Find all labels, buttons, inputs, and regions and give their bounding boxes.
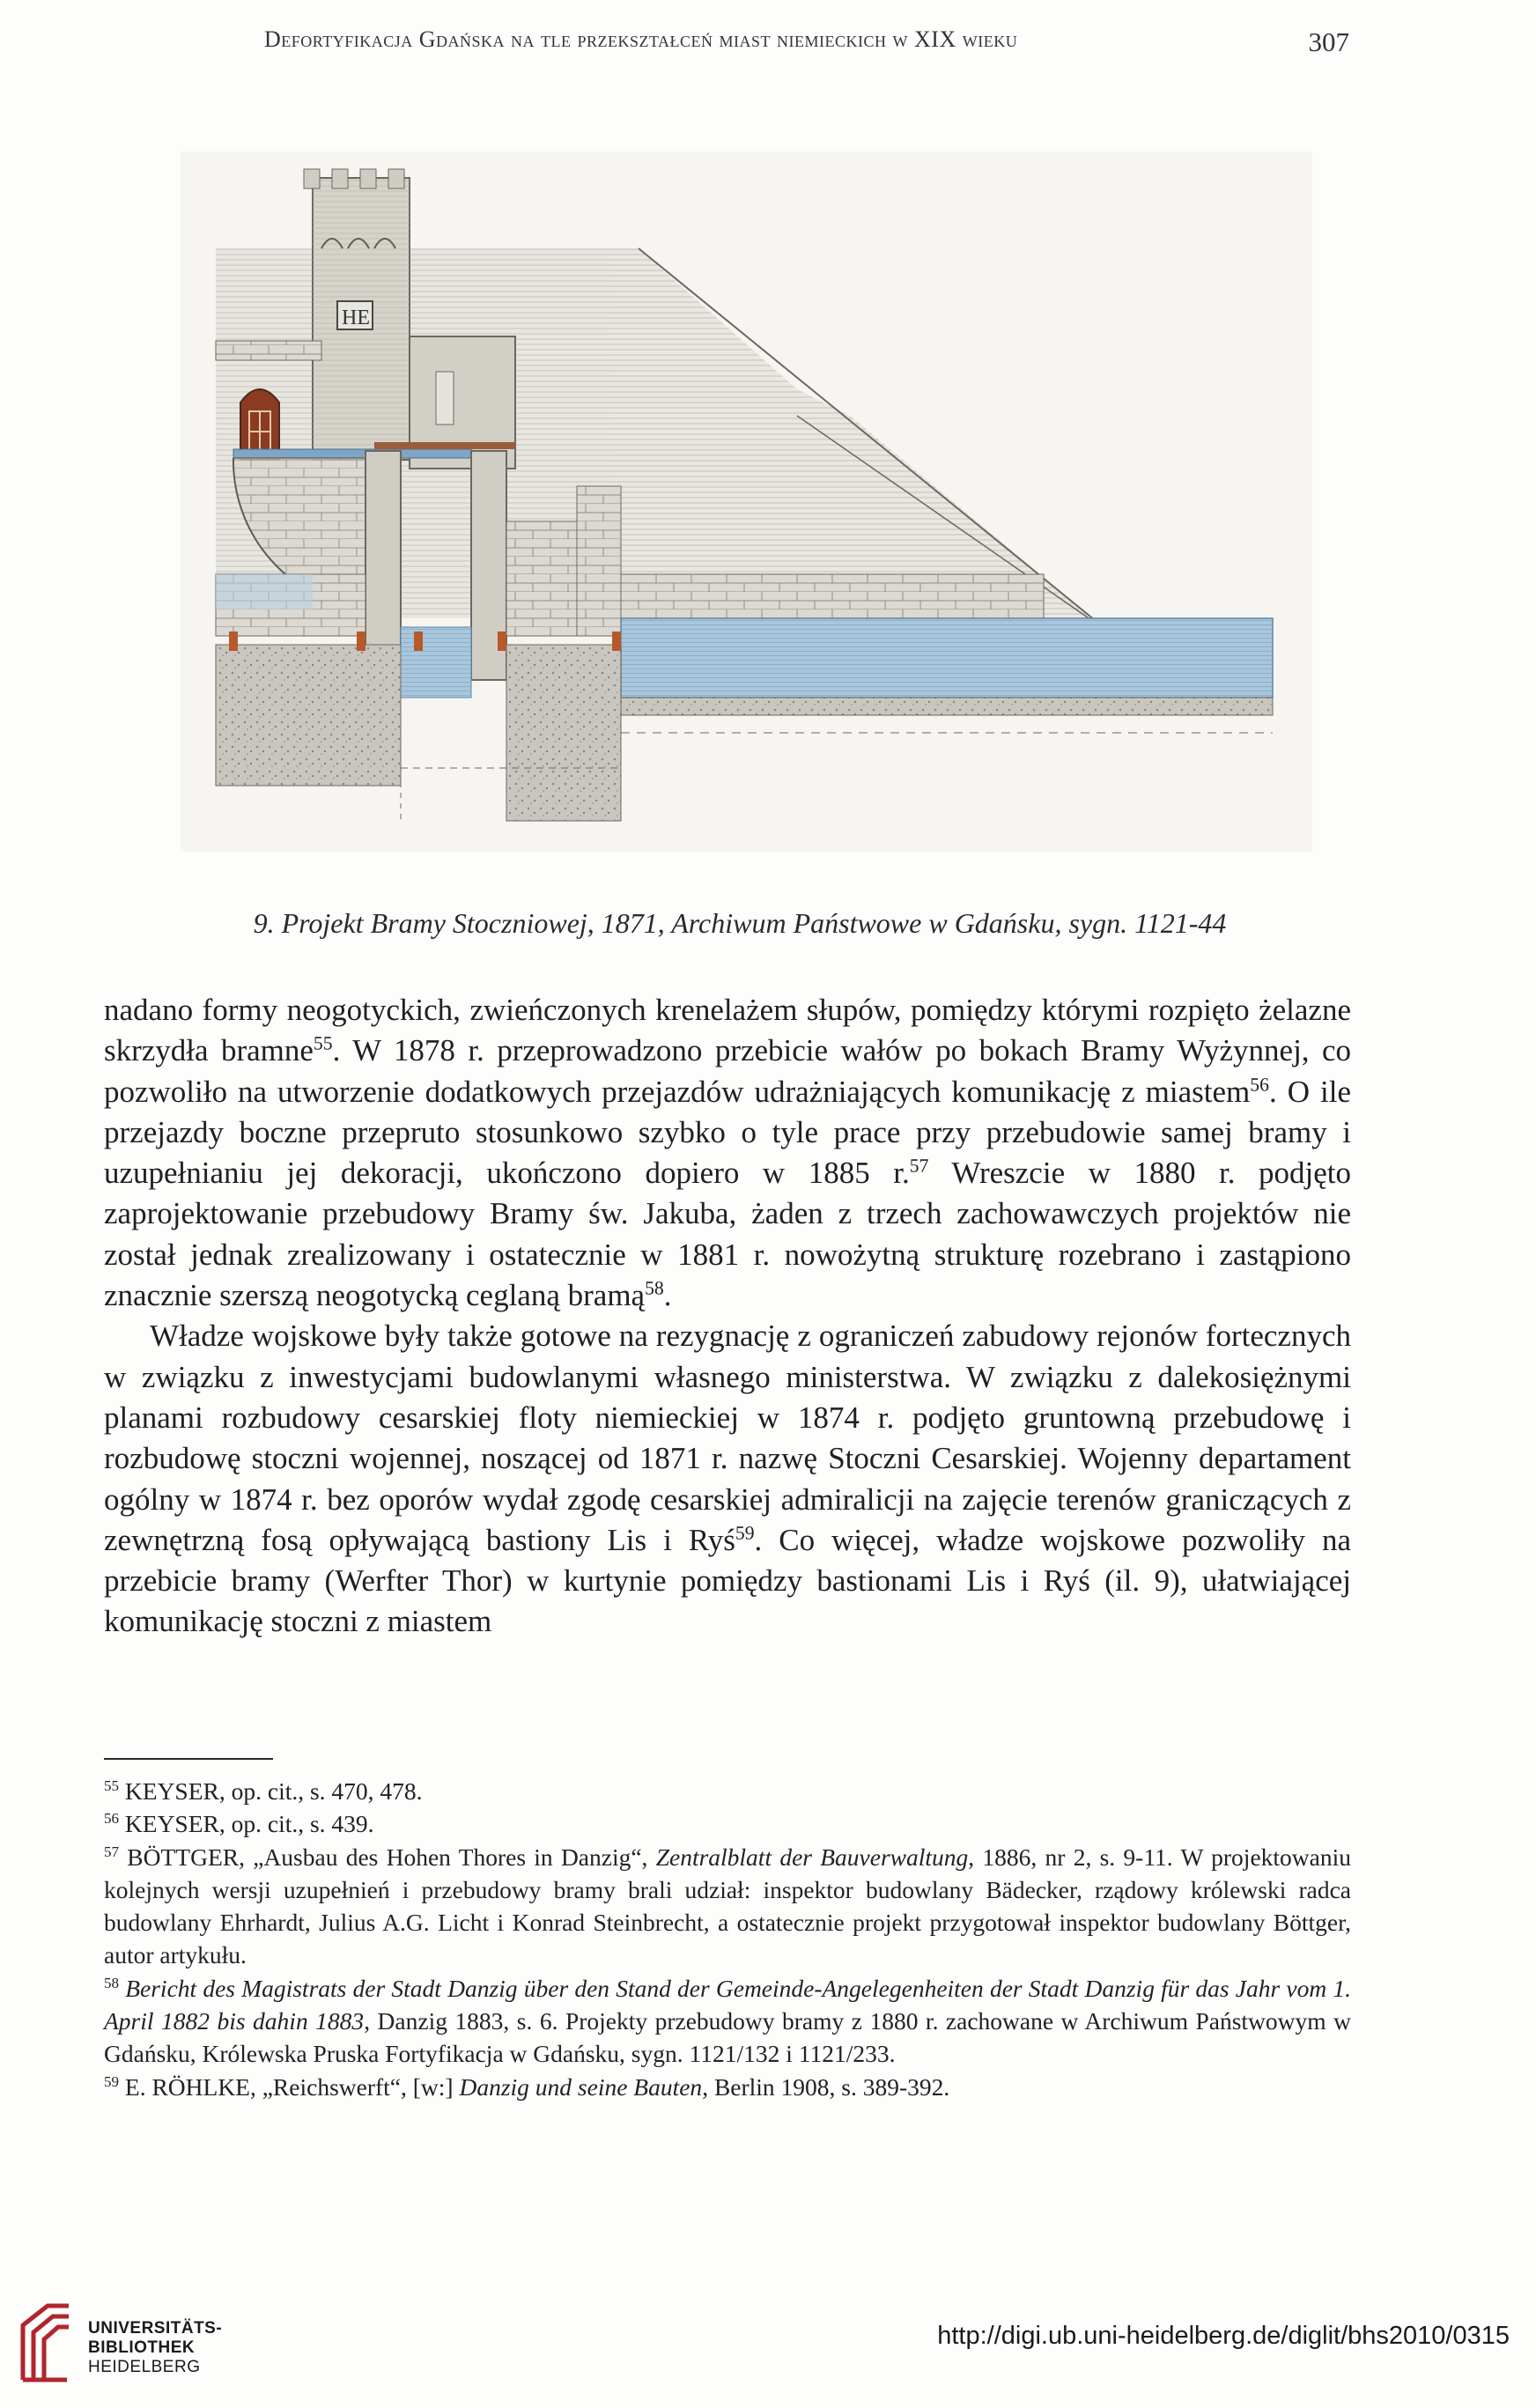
footnote-text: BÖTTGER, „Ausbau des Hohen Thores in Danzig“, — [127, 1843, 656, 1871]
footnote-ref: 57 — [909, 1155, 929, 1177]
footnotes — [104, 1775, 1351, 2103]
figure-caption: 9. Projekt Bramy Stoczniowej, 1871, Archiwum Państwowe w Gdańsku, sygn. 1121-44 — [253, 907, 1227, 939]
footnote-58 — [104, 1972, 1351, 2071]
footnote-ref: 55 — [313, 1032, 333, 1054]
footnote-55 — [104, 1775, 1351, 1807]
journal-title: Zentralblatt der Bauverwaltung — [655, 1843, 969, 1871]
main-text — [104, 990, 1351, 1643]
report-title: Bericht des Magistrats der Stadt Danzig über den Stand der Gemeinde-Angelegenheiten der Stadt Danzig für das Jahr vom 1. April 1882 bis dahin 1883 — [104, 1974, 1351, 2035]
footnote-text: KEYSER, op. cit., s. 470, 478. — [124, 1777, 423, 1805]
source-url[interactable]: http://digi.ub.uni-heidelberg.de/diglit/bhs2010/0315 — [937, 2322, 1510, 2350]
text-run: Wreszcie w 1880 r. podjęto zaprojektowanie przebudowy Bramy św. Jakuba, żaden z trzech zachowawczych projektów nie został jednak zrealizowany i ostatecznie w 1881 r. nowożytną strukturę rozebrano i zastąpiono znacznie szerszą neogotycką ceglaną bramą — [104, 1156, 1351, 1313]
text-run: . — [663, 1278, 672, 1313]
footnote-number: 59 — [104, 2072, 120, 2090]
text-run: . W 1878 r. przeprowadzono przebicie wałów po bokach Bramy Wyżynnej, co pozwoliło na utworzenie dodatkowych przejazdów udrażniających komunikację z miastem — [104, 1033, 1351, 1109]
library-name-line: UNIVERSITÄTS- — [88, 2319, 223, 2338]
library-name-line: BIBLIOTHEK — [88, 2338, 196, 2357]
footnote-number: 57 — [104, 1843, 120, 1860]
footnote-rule — [104, 1758, 273, 1760]
paragraph — [104, 1316, 1351, 1642]
footnote-ref: 59 — [735, 1522, 755, 1544]
footnote-56 — [104, 1807, 1351, 1840]
footnote-number: 55 — [104, 1776, 120, 1794]
footnote-text: , 1886, nr 2, s. 9-11. W projektowaniu kolejnych wersji uzupełnień i przebudowy bramy brali udział: inspektor budowlany Bädecker, rządowy królewski radca budowlany Ehrhardt, Julius A.G. Licht i Konrad Steinbrecht, a ostatecznie projekt przygotował inspektor budowlany Böttger, autor artykułu. — [104, 1843, 1352, 1969]
book-title: Danzig und seine Bauten — [459, 2072, 703, 2101]
text-run: . Co więcej, władze wojskowe pozwoliły na przebicie bramy (Werfter Thor) w kurtynie pomiędzy bastionami Lis i Ryś (il. 9), ułatwiającej komunikację stoczni z miastem — [104, 1522, 1351, 1639]
footnote-text: , Danzig 1883, s. 6. Projekty przebudowy bramy z 1880 r. zachowane w Archiwum Państwowym w Gdańsku, Królewska Pruska Fortyfikacja w Gdańsku, sygn. 1121/132 i 1121/233. — [104, 2007, 1351, 2068]
footnote-text: , Berlin 1908, s. 389-392. — [702, 2072, 950, 2101]
svg-text:HE: HE — [342, 307, 370, 329]
footnote-59 — [104, 2071, 1351, 2103]
text-run: Władze wojskowe były także gotowe na rezygnację z ograniczeń zabudowy rejonów fortecznych w związku z inwestycjami budowlanymi własnego ministerstwa. W związku z dalekosiężnymi planami rozbudowy cesarskiej floty niemieckiej w 1874 r. podjęto gruntowną przebudowę i rozbudowę stoczni wojennej, noszącej od 1871 r. nazwę Stoczni Cesarskiej. Wojenny departament ogólny w 1874 r. bez oporów wydał zgodę cesarskiej admiralicji na zajęcie terenów graniczących z zewnętrzną fosą opływającą bastiony Lis i Ryś — [104, 1318, 1351, 1557]
footnote-ref: 56 — [1250, 1073, 1269, 1095]
gate-elevation-drawing — [181, 151, 1312, 852]
library-name — [88, 2319, 222, 2377]
footnote-text: E. RÖHLKE, „Reichswerft“, [w:] — [124, 2072, 460, 2101]
text-run: nadano formy neogotyckich, zwieńczonych krenelażem słupów, pomiędzy którymi rozpięto żelazne skrzydła bramne — [104, 993, 1351, 1068]
footnote-number: 58 — [104, 1974, 120, 1991]
footnote-57 — [104, 1841, 1351, 1972]
footnote-ref: 58 — [645, 1277, 664, 1299]
footnote-text: KEYSER, op. cit., s. 439. — [124, 1810, 374, 1838]
text-run: . O ile przejazdy boczne przepruto stosunkowo szybko o tyle prace przy przebudowie samej bramy i uzupełnianiu jej dekoracji, ukończono dopiero w 1885 r. — [104, 1074, 1351, 1191]
page-number: 307 — [1308, 26, 1349, 57]
library-name-line: HEIDELBERG — [88, 2358, 201, 2376]
running-title: Defortyfikacja Gdańska na tle przekształceń miast niemieckich w XIX wieku — [264, 26, 1018, 52]
footnote-number: 56 — [104, 1810, 120, 1828]
paragraph — [104, 990, 1351, 1316]
